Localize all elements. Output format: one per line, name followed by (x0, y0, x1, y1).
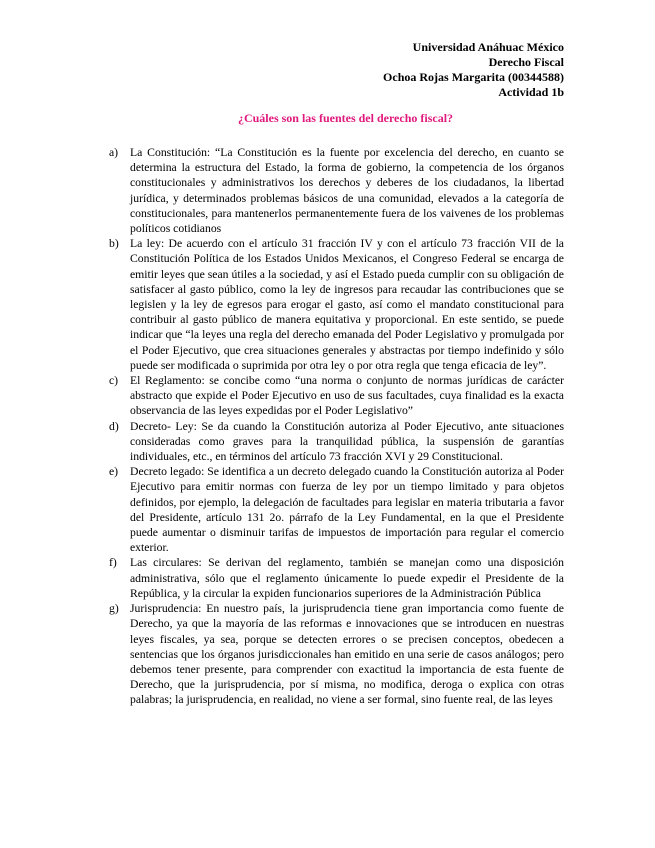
list-marker: e) (109, 465, 119, 479)
list-marker: b) (109, 237, 119, 251)
list-marker: a) (109, 146, 119, 159)
list-item (109, 419, 564, 465)
list-item (109, 464, 564, 555)
document-header (383, 40, 564, 100)
sources-list (109, 145, 564, 708)
list-item-text: Decreto legado: Se identifica a un decreto delegado cuando la Constitución autoriza al Poder Ejecutivo para emitir normas con fuerza de ley por un tiempo limitado y para objetos definidos, por ejemplo, la delegación de facultades para legislar en materia tributaria a favor del Presidente, artículo 131 2o. párrafo de la Ley Fundamental, en la que el Presidente puede aumentar o disminuir tarifas de impuestos de importación para regular el comercio exterior. (130, 465, 564, 555)
list-item (109, 555, 564, 601)
university-name: Universidad Anáhuac México (412, 40, 564, 54)
list-item (109, 236, 564, 373)
course-name: Derecho Fiscal (488, 55, 564, 69)
student-name: Ochoa Rojas Margarita (00344588) (383, 70, 564, 84)
list-marker: f) (109, 556, 117, 570)
question-title: ¿Cuáles son las fuentes del derecho fiscal? (237, 111, 454, 125)
list-item-text: La Constitución: “La Constitución es la fuente por excelencia del derecho, en cuanto se determina la estructura del Estado, la forma de gobierno, la competencia de los órganos constitucionales y administrativos los derechos y deberes de los ciudadanos, la libertad jurídica, y determinados problemas básicos de una comunidad, elevados a la categoría de constitucionales, para mantenerlos permanentemente fuera de los vaivenes de los problemas políticos cotidianos (130, 146, 564, 236)
list-marker: c) (109, 374, 119, 388)
list-item (109, 145, 564, 236)
list-item-text: Decreto- Ley: Se da cuando la Constitución autoriza al Poder Ejecutivo, ante situaciones consideradas como graves para la tranquilidad pública, la suspensión de garantías individuales, etc., en términos del artículo 73 fracción XVI y 29 Constitucional. (130, 419, 564, 464)
list-item-text: Jurisprudencia: En nuestro país, la jurisprudencia tiene gran importancia como fuente de Derecho, ya que la mayoría de las reformas e innovaciones que se introducen en nuestras leyes fiscales, ya sea, porque se detecten errores o se precisen conceptos, obedecen a sentencias que los órganos jurisdiccionales han emitido en una serie de casos análogos; pero debemos tener presente, para comprender con exactitud la importancia de esta fuente de Derecho, que la jurisprudencia, por sí misma, no modifica, deroga o explica con otras palabras; la jurisprudencia, en realidad, no viene a ser formal, sino fuente real, de las leyes (130, 602, 564, 707)
list-marker: d) (109, 419, 119, 433)
list-item-text: Las circulares: Se derivan del reglamento, también se manejan como una disposición administrativa, sólo que el reglamento únicamente lo puede expedir el Presidente de la República, y la circular la expiden funcionarios superiores de la Administración Pública (130, 556, 564, 600)
list-item (109, 373, 564, 419)
activity-label: Actividad 1b (498, 85, 564, 99)
list-marker: g) (109, 602, 119, 616)
list-item (109, 601, 564, 707)
list-item-text: La ley: De acuerdo con el artículo 31 fracción IV y con el artículo 73 fracción VII de la Constitución Política de los Estados Unidos Mexicanos, el Congreso Federal se encarga de emitir leyes que sean útiles a la sociedad, y así el Estado pueda cumplir con su obligación de satisfacer al gasto público, como la ley de ingresos para recaudar las contribuciones que se legislen y la ley de egresos para erogar el gasto, así como el mandato constitucional para contribuir al gasto público de manera equitativa y proporcional. En este sentido, se puede indicar que “la leyes una regla del derecho emanada del Poder Legislativo y promulgada por el Poder Ejecutivo, que crea situaciones generales y abstractas por tiempo indefinido y sólo puede ser modificada o suprimida por otra ley o por otra regla que tenga eficacia de ley”. (130, 237, 564, 372)
list-item-text: El Reglamento: se concibe como “una norma o conjunto de normas jurídicas de carácter abstracto que expide el Poder Ejecutivo en uso de sus facultades, cuya finalidad es la exacta observancia de las leyes expedidas por el Poder Legislativo” (130, 374, 564, 418)
